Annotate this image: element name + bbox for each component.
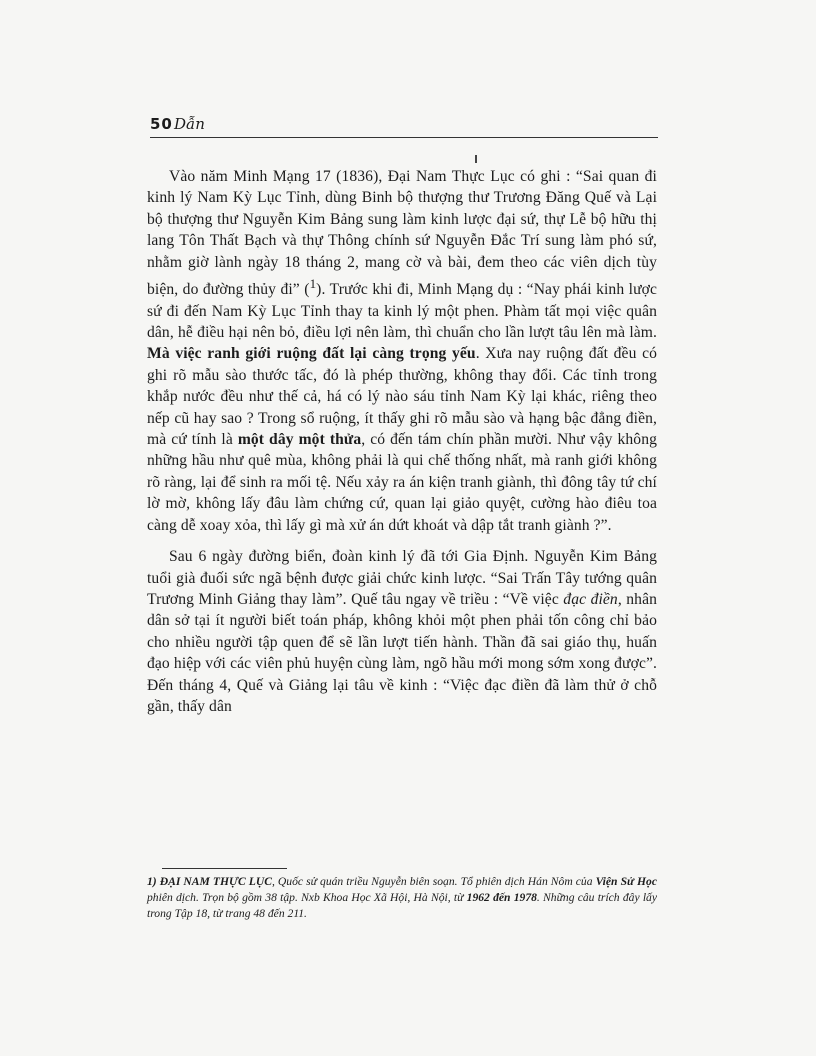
fn-text-a: , Quốc sử quán triều Nguyễn biên soạn. Tổ phiên dịch Hán Nôm của	[271, 875, 596, 888]
fn-to: đến	[489, 891, 514, 904]
p1-text-d: , có đến tám chín phần mười. Như vậy không những hầu như quê mùa, không phải là qui chế thống nhất, mà ranh giới không rõ ràng, lại để sinh ra mối tệ. Nếu xảy ra án kiện tranh giành, thì đông tây tứ chí lờ mờ, không lấy đâu làm chứng cứ, quan lại giảo quyệt, cường hào điêu toa càng dễ xoay xỏa, thì lấy gì mà xử án dứt khoát và dập tắt tranh giành ?”.	[147, 431, 658, 534]
bold-phrase: một dây một thửa	[237, 431, 362, 449]
p2-text-b: , nhân dân sở tại ít người biết toán pháp, không khỏi một phen phải tốn công chỉ bảo cho nhiều người tập quen để sẽ lần lượt tiến hành. Thần đã sai giáo thụ, huấn đạo hiệp với các viên phủ huyện cùng làm, ngõ hầu mới mong sớm xong được”. Đến tháng 4, Quế và Giảng lại tâu về kinh : “Việc đạc điền đã làm thử ở chỗ gần, thấy dân	[147, 590, 657, 715]
bold-emphasis: Mà việc ranh giới ruộng đất lại càng trọng yếu	[147, 345, 476, 363]
footnote-rule	[162, 868, 287, 869]
fn-year-start: 1962	[466, 891, 490, 904]
fn-institute: Viện Sử Học	[595, 875, 657, 888]
fn-text-c: . Những câu trích đây lấy trong Tập 18, từ trang 48 đến 211.	[147, 891, 657, 920]
fn-year-end: 1978	[513, 891, 537, 904]
fn-title: 1) ĐẠI NAM THỰC LỤC	[147, 875, 272, 888]
page-number: 50	[150, 115, 173, 133]
p1-text-a: Vào năm Minh Mạng 17 (1836), Đại Nam Thực Lục có ghi : “Sai quan đi kinh lý Nam Kỳ Lục Tỉnh, dùng Binh bộ thượng thư Trương Đăng Quế và Lại bộ thượng thư Nguyễn Kim Bảng sung làm kinh lược đại sứ, thự Lễ bộ hữu thị lang Tôn Thất Bạch và thự Thông chính sứ Nguyễn Đắc Trí sung làm phó sứ, nhằm giờ lành ngày 18 tháng 2, mang cờ và bài, đem theo các viên dịch tùy biện, do đường thủy đi” (	[147, 168, 657, 299]
italic-term: đạc điền	[563, 590, 618, 608]
paragraph-1	[147, 166, 657, 536]
p1-text-c: . Xưa nay ruộng đất đều có ghi rõ mẫu sào thước tấc, đó là phép thường, không thay đổi. Các tỉnh trong khắp nước đều như thế cả, há có lý nào sáu tỉnh Nam Kỳ lại khác, riêng theo nếp cũ hay sao ? Trong sổ ruộng, ít thấy ghi rõ mẫu sào và hạng bậc đẳng điền, mà cứ tính là	[147, 345, 657, 449]
body-text	[147, 166, 657, 717]
fn-text-b: phiên dịch. Trọn bộ gồm 38 tập. Nxb Khoa Học Xã Hội, Hà Nội, từ	[147, 891, 467, 904]
footnote-ref: 1	[309, 276, 317, 292]
p1-text-b: ). Trước khi đi, Minh Mạng dụ : “Nay phái kinh lược sứ đi đến Nam Kỳ Lục Tỉnh thay ta kinh lý một phen. Phàm tất mọi việc quân dân, hễ điều hại nên bỏ, điều lợi nên làm, thì chuẩn cho lần lượt tâu lên mà làm.	[147, 281, 657, 342]
footnote	[147, 874, 657, 922]
page-header	[150, 113, 658, 138]
print-mark	[475, 155, 477, 163]
running-title: Dẫn	[174, 115, 205, 133]
p2-text-a: Sau 6 ngày đường biển, đoàn kinh lý đã tới Gia Định. Nguyễn Kim Bảng tuổi già đuối sức ngã bệnh được giải chức kinh lược. “Sai Trấn Tây tướng quân Trương Minh Giảng thay làm”. Quế tâu ngay về triều : “Về việc	[147, 548, 657, 608]
paragraph-2	[147, 546, 657, 717]
